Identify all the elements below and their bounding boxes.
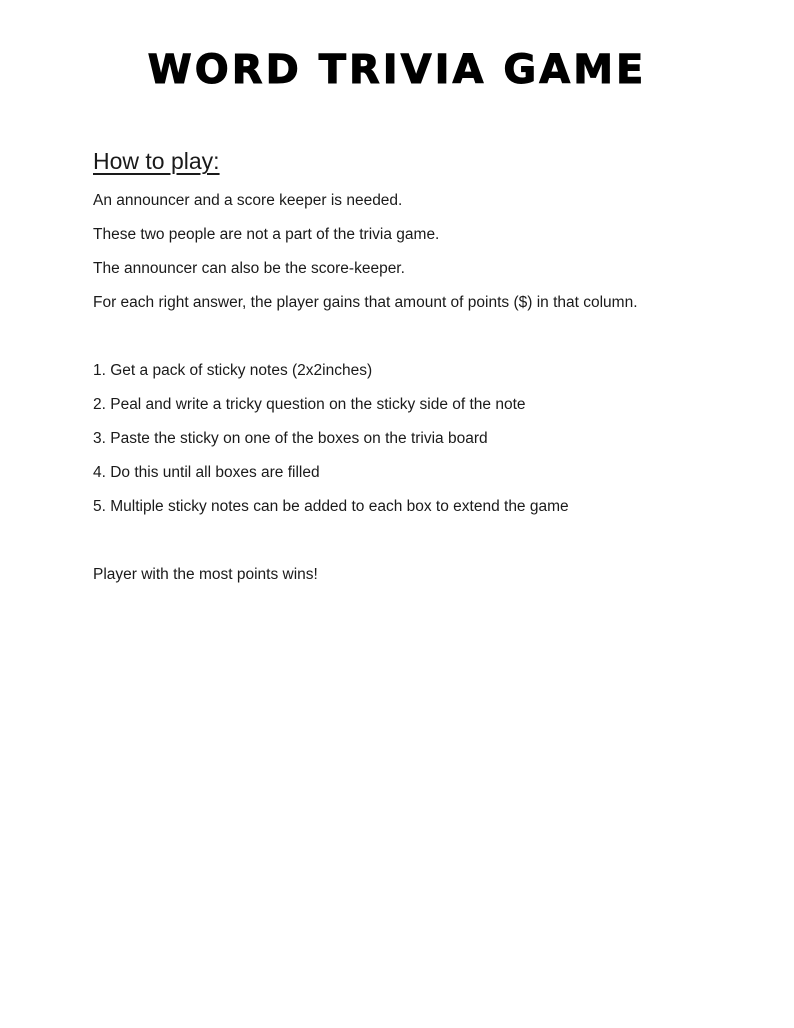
spacer (93, 524, 753, 558)
intro-line: For each right answer, the player gains that amount of points ($) in that column. (93, 294, 638, 311)
intro-line: The announcer can also be the score-keeper. (93, 260, 405, 277)
intro-line: These two people are not a part of the trivia game. (93, 226, 440, 243)
step-item: 5. Multiple sticky notes can be added to each box to extend the game (93, 498, 569, 515)
spacer (93, 320, 753, 354)
step-item: 2. Peal and write a tricky question on the sticky side of the note (93, 396, 526, 413)
title-area (0, 46, 794, 94)
step-item: 4. Do this until all boxes are filled (93, 464, 320, 481)
page-title: WORD TRIVIA GAME (147, 47, 647, 93)
closing-line: Player with the most points wins! (93, 566, 318, 583)
step-item: 3. Paste the sticky on one of the boxes on the trivia board (93, 430, 488, 447)
how-to-play-heading: How to play: (93, 148, 220, 174)
intro-line: An announcer and a score keeper is needed. (93, 192, 403, 209)
instructions-section (93, 146, 753, 592)
step-item: 1. Get a pack of sticky notes (2x2inches) (93, 362, 373, 379)
